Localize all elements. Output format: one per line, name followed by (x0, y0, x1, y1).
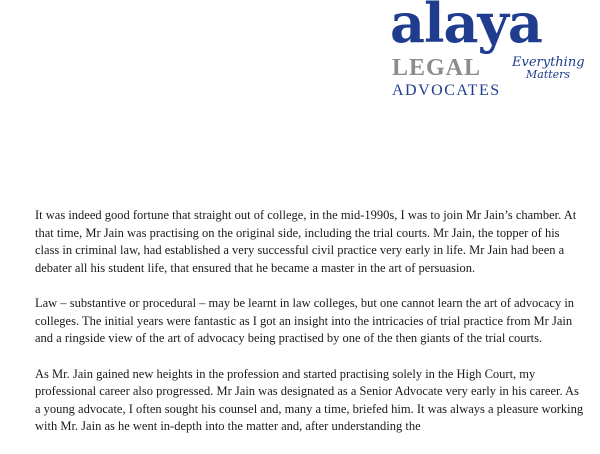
document-body (35, 207, 585, 454)
paragraph-2: Law – substantive or procedural – may be learnt in law colleges, but one cannot learn the art of advocacy in colleges. The initial years were fantastic as I got an insight into the intricacies of trial practice from Mr Jain and a ringside view of the art of advocacy being practised by one of the then giants of the trial courts. (35, 296, 575, 345)
paragraph-3: As Mr. Jain gained new heights in the profession and started practising solely in the High Court, my professional career also progressed. Mr Jain was designated as a Senior Advocate very early in his career. As a young advocate, I often sought his counsel and, many a time, briefed him. It was always a pleasure working with Mr. Jain as he went in-depth into the matter and, after understanding the (35, 366, 584, 433)
logo-tagline-line2: Matters (526, 68, 571, 81)
paragraph-1: It was indeed good fortune that straight out of college, in the mid-1990s, I was to join Mr Jain’s chamber. At that time, Mr Jain was practising on the original side, including the trial courts. Mr Jain, the topper of his class in criminal law, had established a very successful civil practice very early in life. Mr Jain had been a debater all his student life, that ensured that he became a master in the art of persuasion. (35, 208, 577, 275)
alaya-legal-logo (388, 0, 585, 100)
logo-wordmark: alaya (390, 0, 542, 55)
logo-advocates-text: ADVOCATES (392, 82, 501, 99)
logo-tagline-line1: Everything (512, 55, 585, 70)
logo-legal-text: LEGAL (392, 55, 482, 81)
